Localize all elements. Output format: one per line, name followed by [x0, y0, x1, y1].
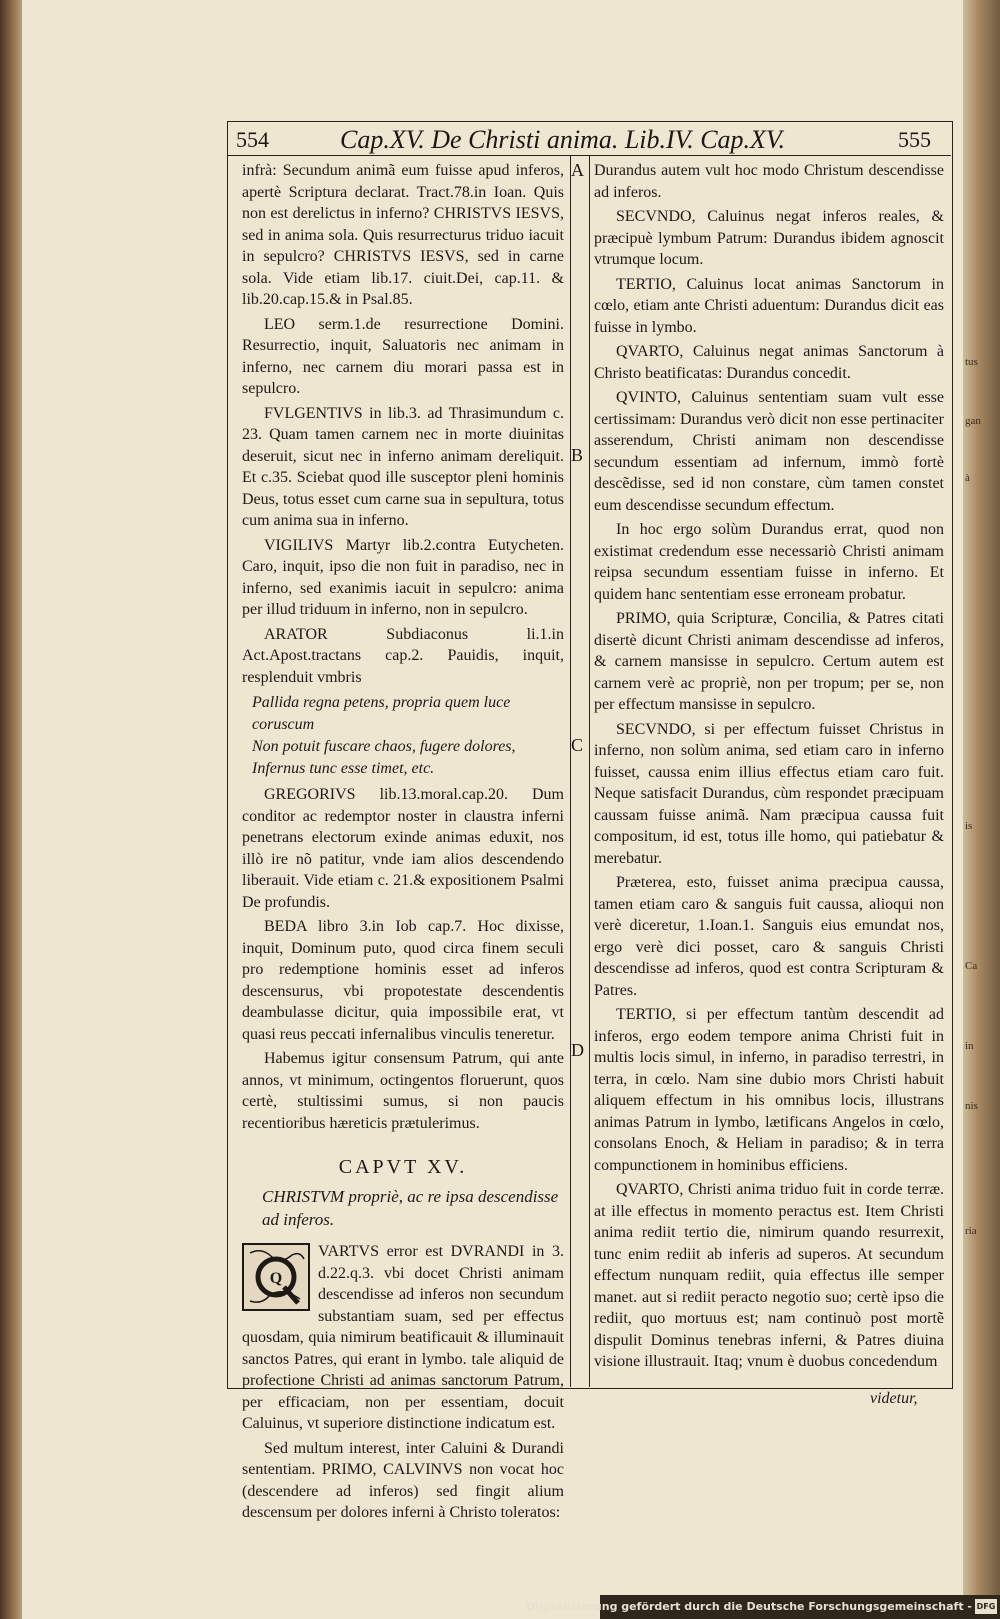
paragraph: TERTIO, Caluinus locat animas Sanctorum in cœlo, etiam ante Christi aduentum: Durandus dicit eas fuisse in lymbo.: [594, 275, 944, 336]
paragraph: GREGORIVS lib.13.moral.cap.20. Dum conditor ac redemptor noster in claustra inferni penetrans electorum exinde animas eduxit, nos illò ire nõ patitur, vnde iam alios descendendo liberauit. Vide etiam c. 21.& expositionem Psalmi De profundis.: [242, 786, 564, 911]
right-column: [594, 160, 944, 1376]
paragraph: SECVNDO, Caluinus negat inferos reales, & præcipuè lymbum Patrum: Durandus ibidem agnoscit vtrumque locum.: [594, 208, 944, 268]
running-title: Cap.XV. De Christi anima. Lib.IV. Cap.XV.: [340, 125, 785, 154]
margin-letter-c: C: [571, 735, 584, 755]
right-page-number: 555: [898, 127, 931, 152]
paragraph: Præterea, esto, fuisset anima præcipua caussa, tamen etiam caro & sanguis fuit caussa, alioqui non verè diceretur, 1.Ioan.1. Sanguis eius emundat nos, ergo verè dici posset, caro & sanguis Christi descendisse ad inferos, quod est contra Scripturam & Patres.: [594, 874, 944, 999]
edge-fragment: in: [965, 1040, 974, 1052]
paragraph: FVLGENTIVS in lib.3. ad Thrasimundum c. 23. Quam tamen carnem nec in morte diuinitas deseruit, sicut nec in inferno animam dereliquit. Et c.35. Sciebat quod ille susceptor pleni hominis Deus, totus esset cum carne sua in sepultura, totus cum anima sua in inferno.: [242, 404, 564, 529]
paragraph: PRIMO, quia Scripturæ, Concilia, & Patres citati disertè dicunt Christi animam descendisse ad inferos, & carnem mansisse in sepulcro. Certum autem est carnem verè ac propriè, non per tropum; per se, non per effectum mansisse in sepulcro.: [594, 610, 944, 713]
paragraph: TERTIO, si per effectum tantùm descendit ad inferos, ergo eodem tempore anima Christi fuit in multis locis simul, in inferno, in paradiso terrestri, in terra, in cœlo. Nam sine dubio mors Christi habuit aliquem effectum in his omnibus locis, illustrans animas Patrum in lymbo, lætificans Angelos in cœlo, consolans Enoch, & Heliam in paradiso; & in terra compunctionem in hominibus efficiens.: [594, 1006, 944, 1174]
paragraph: BEDA libro 3.in Iob cap.7. Hoc dixisse, inquit, Dominum puto, quod circa finem seculi pro redemptione hominis esset ad inferos descensurus, vbi propotestate descendentis deambulasse dicitur, quia impossibile erat, vt quasi reus peccati infernalibus vinculis teneretur.: [242, 918, 564, 1043]
verse-line: Non potuit fuscare chaos, fugere dolores,: [252, 738, 516, 755]
left-page-number: 554: [236, 127, 269, 152]
edge-fragment: is: [965, 820, 973, 832]
left-column: [242, 160, 564, 1527]
paragraph: QVARTO, Christi anima triduo fuit in corde terræ. at ille effectus in momento peractus est. Item Christi anima rediit tertio die, nimirum quando resurrexit, tunc enim rediit ab inferis ad superos. At secundum effectum nunquam rediit, quia effectus ille semper manet. aut si rediit peracto negotio suo; certè ipso die rediit, quo mortuus est; nam continuò post mortẽ dispulit Dominus tenebras inferni, & Patres diuina visione illustrauit. Itaq; vnum è duobus concedendum: [594, 1181, 944, 1370]
edge-fragment: tus: [965, 356, 978, 368]
paragraph: QVARTO, Caluinus negat animas Sanctorum à Christo beatificatas: Durandus concedit.: [594, 343, 944, 382]
paragraph: SECVNDO, si per effectum fuisset Christus in inferno, non solùm anima, sed etiam caro in inferno fuisset, caussa enim illius effectus etiam caro fuit. Neque satisfacit Durandus, cùm respondet præcipuam caussam fuisse animã. Nam præcipua caussa fuit compositum, id est, totus ille homo, qui patiebatur & merebatur.: [594, 720, 944, 867]
edge-fragment: gan: [965, 415, 981, 427]
paragraph: VIGILIVS Martyr lib.2.contra Eutycheten. Caro, inquit, ipso die non fuit in paradiso, nec in inferno, sed exanimis iacuit in sepulcro: anima per illud triduum in inferno, non in sepulcro.: [242, 536, 564, 618]
facing-page-edge: [963, 0, 1000, 1619]
edge-fragment: Ca: [965, 960, 978, 972]
footer-bar: [525, 1595, 1000, 1619]
chapter-heading: CAPVT XV.: [338, 1156, 468, 1178]
margin-letter-a: A: [571, 160, 584, 180]
decorated-initial-q: [242, 1243, 310, 1311]
verse-quote: [242, 692, 564, 780]
edge-fragment: à: [965, 472, 970, 484]
paragraph: VARTVS error est DVRANDI in 3. d.22.q.3. vbi docet Christi animam descendisse ad inferos non secundum substantiam suam, sed per effectus quosdam, quia nimirum beatificauit & illuminauit sanctos Patres, qui erant in lymbo. tale aliquid de profectione Christi ad animas sanctorum Patrum, per efficaciam, non per essentiam, docuit Caluinus, vt superiore distinctione indicatum est.: [242, 1243, 564, 1432]
edge-fragment: ria: [965, 1225, 977, 1237]
paragraph: Sed multum interest, inter Caluini & Durandi sententiam. PRIMO, CALVINVS non vocat hoc (descendere ad inferos) sed fingit alium descensum per dolores inferni à Christo toleratos:: [242, 1439, 564, 1521]
chapter-subtitle: CHRISTVM propriè, ac re ipsa descendisse ad inferos.: [262, 1187, 559, 1229]
footer-credit: Digitalisierung gefördert durch die Deutsche Forschungsgemeinschaft -: [525, 1600, 972, 1613]
paragraph: Habemus igitur consensum Patrum, qui ante annos, vt minimum, octingentos floruerunt, quos certè, stultissimi sumus, si non paucis recentioribus hæreticis prætulerimus.: [242, 1050, 564, 1132]
column-rule-right: [589, 155, 590, 1387]
margin-letter-b: B: [571, 445, 584, 465]
paragraph: infrà: Secundum animã eum fuisse apud inferos, apertè Scriptura declarat. Tract.78.in Ioan. Quis non est derelictus in inferno? CHRISTVS IESVS, sed in anima sola. Quis resurrecturus triduo iacuit in sepulcro? CHRISTVS IESVS, sed in carne sola. Vide etiam lib.17. ciuit.Dei, cap.11. & lib.20.cap.15.& in Psal.85.: [242, 162, 564, 308]
verse-line: Pallida regna petens, propria quem luce coruscum: [252, 694, 511, 733]
initial-letter: Q: [269, 1270, 283, 1287]
catchword: videtur,: [870, 1390, 918, 1407]
paragraph: In hoc ergo solùm Durandus errat, quod non existimat credendum esse necessariò Christi animam reipsa secundum essentiam fuisse in inferno. Et quidem hanc sententiam esse erroneam probatur.: [594, 521, 944, 603]
paragraph: QVINTO, Caluinus sententiam suam vult esse certissimam: Durandus verò dicit non esse pertinaciter asserendum, Christi animam non descendisse secundum essentiam ad infernum, immò fortè descẽdisse, sed id non constare, cùm tamen constet eum descendisse secundum effectum.: [594, 389, 944, 514]
verse-line: Infernus tunc esse timet, etc.: [252, 760, 435, 777]
paragraph: LEO serm.1.de resurrectione Domini. Resurrectio, inquit, Saluatoris nec animam in inferno, nec carnem diu morari passa est in sepulcro.: [242, 315, 564, 397]
column-rule-left: [570, 155, 571, 1387]
margin-letter-d: D: [571, 1040, 584, 1060]
edge-fragment: nis: [965, 1100, 978, 1112]
paragraph: ARATOR Subdiaconus li.1.in Act.Apost.tractans cap.2. Pauidis, inquit, resplenduit vmbris: [242, 625, 564, 686]
paragraph: Durandus autem vult hoc modo Christum descendisse ad inferos.: [594, 162, 944, 201]
dfg-logo: DFG: [975, 1599, 997, 1614]
